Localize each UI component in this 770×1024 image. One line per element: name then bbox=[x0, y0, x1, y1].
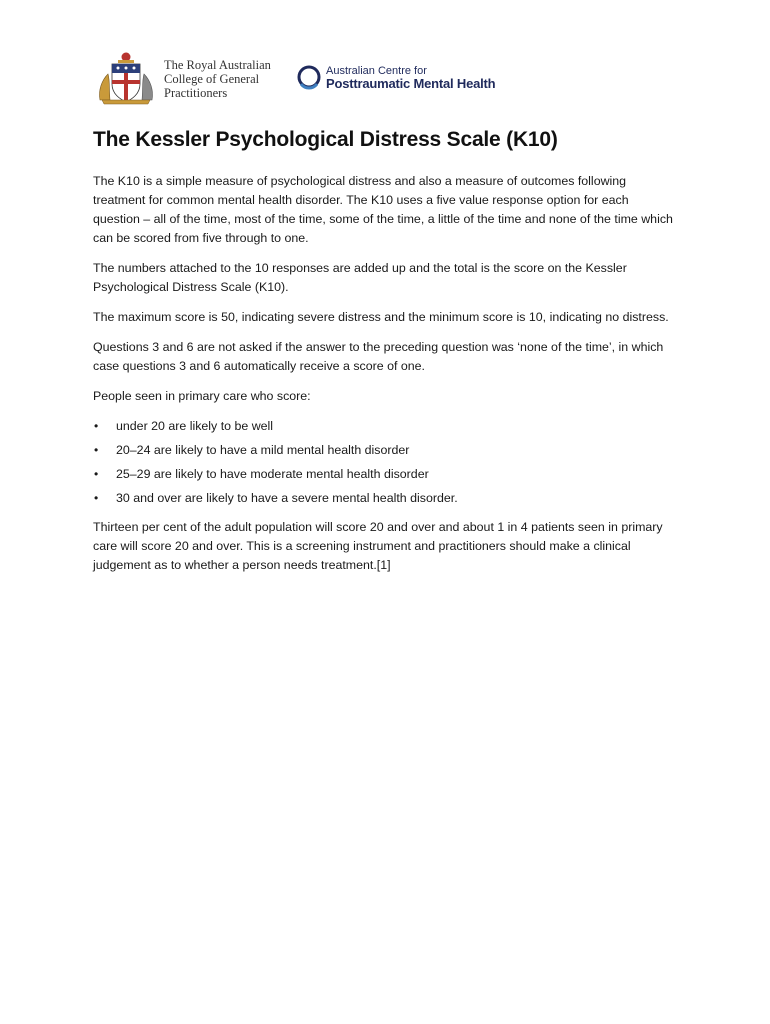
acpmh-organisation-name bbox=[326, 65, 495, 91]
list-item bbox=[93, 417, 673, 436]
paragraph-questions-3-6: Questions 3 and 6 are not asked if the answer to the preceding question was ‘none of the time’, in which case questions 3 and 6 automatically receive a score of one. bbox=[93, 340, 664, 373]
racgp-name-line-1: The Royal Australian bbox=[164, 58, 271, 72]
document-body bbox=[93, 126, 673, 586]
paragraph-range: The maximum score is 50, indicating severe distress and the minimum score is 10, indicating no distress. bbox=[93, 310, 669, 324]
list-item bbox=[93, 441, 673, 460]
paragraph-closing: Thirteen per cent of the adult population will score 20 and over and about 1 in 4 patients seen in primary care will score 20 and over. This is a screening instrument and practitioners should make a clinical judgement as to whether a person needs treatment.[1] bbox=[93, 520, 663, 572]
bullet-icon: • bbox=[94, 491, 99, 505]
list-item-text: 25–29 are likely to have moderate mental health disorder bbox=[116, 467, 429, 481]
list-item bbox=[93, 489, 673, 508]
list-item-text: 20–24 are likely to have a mild mental health disorder bbox=[116, 443, 410, 457]
list-item-text: 30 and over are likely to have a severe mental health disorder. bbox=[116, 491, 458, 505]
paragraph-intro: The K10 is a simple measure of psychological distress and also a measure of outcomes following treatment for common mental health disorder. The K10 uses a five value response option for each question – all of the time, most of the time, some of the time, a little of the time and none of the time which can be scored from five through to one. bbox=[93, 174, 673, 245]
score-interpretation-list bbox=[93, 417, 673, 508]
list-item bbox=[93, 465, 673, 484]
racgp-name-line-3: Practitioners bbox=[164, 86, 228, 100]
acpmh-name-line-2: Posttraumatic Mental Health bbox=[326, 76, 496, 91]
list-item-text: under 20 are likely to be well bbox=[116, 419, 274, 433]
paragraph-scoring: The numbers attached to the 10 responses are added up and the total is the score on the Kessler Psychological Distress Scale (K10). bbox=[93, 261, 627, 294]
bullet-icon: • bbox=[94, 419, 99, 433]
bullet-icon: • bbox=[94, 467, 99, 481]
paragraph-list-intro: People seen in primary care who score: bbox=[93, 389, 311, 403]
acpmh-ring-icon bbox=[296, 64, 322, 90]
page-title: The Kessler Psychological Distress Scale (K10) bbox=[93, 128, 558, 151]
racgp-name-line-2: College of General bbox=[164, 72, 260, 86]
racgp-crest-icon bbox=[96, 50, 156, 106]
racgp-organisation-name bbox=[164, 58, 304, 100]
acpmh-name-line-1: Australian Centre for bbox=[326, 65, 427, 77]
header-logos bbox=[96, 48, 516, 108]
bullet-icon: • bbox=[94, 443, 99, 457]
